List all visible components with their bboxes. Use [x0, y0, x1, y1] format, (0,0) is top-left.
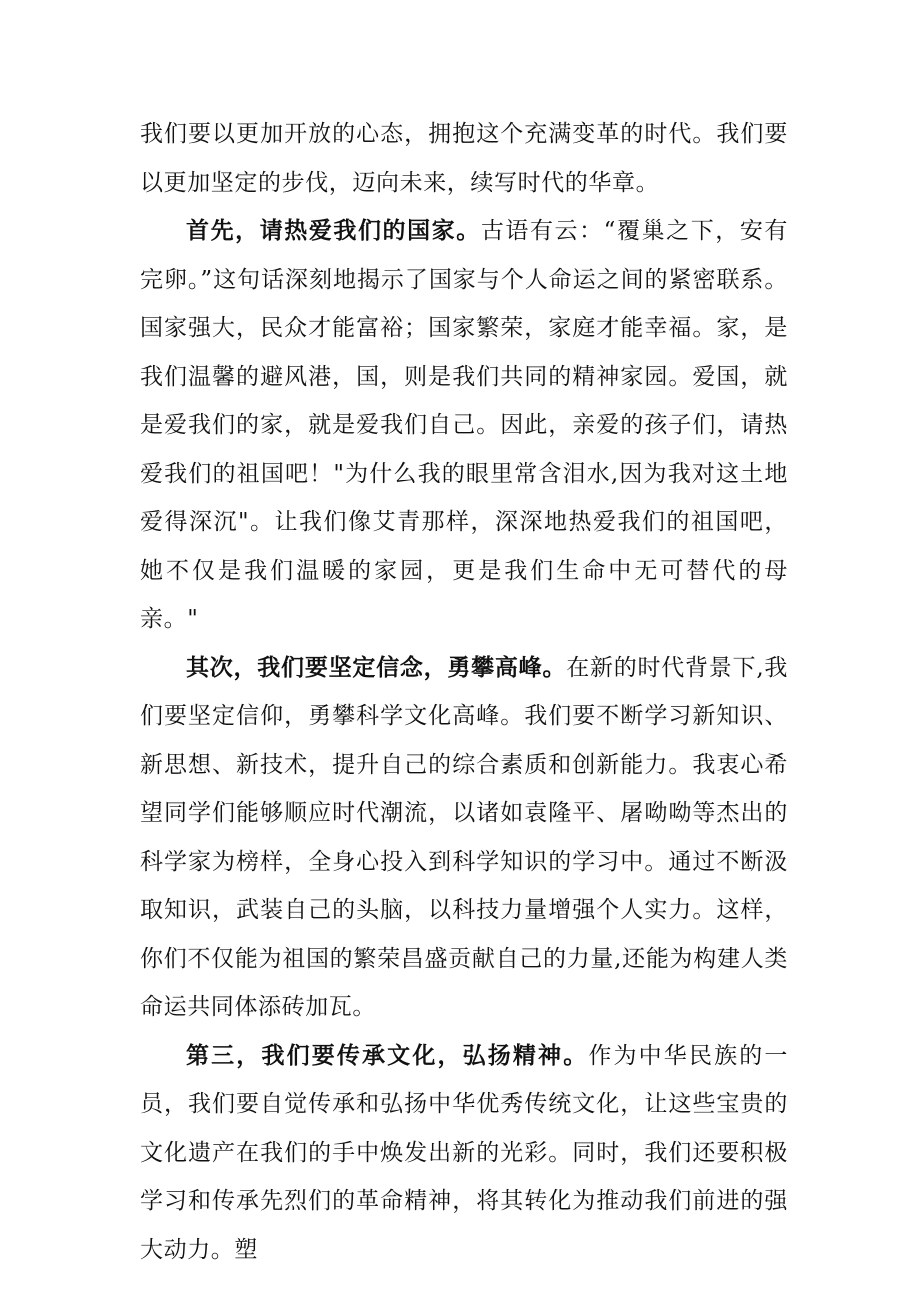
paragraph-culture-heading: 第三，我们要传承文化，弘扬精神。 [186, 1041, 589, 1069]
paragraph-love-country [140, 207, 788, 644]
paragraph-love-country-heading: 首先，请热爱我们的国家。 [186, 217, 481, 244]
paragraph-culture-text: 作为中华民族的一员，我们要自觉传承和弘扬中华优秀传统文化，让这些宝贵的文化遗产在我们的手中焕发出新的光彩。同时，我们还要积极学习和传承先烈们的革命精神，将其转化为推动我们前进的强大动力。塑 [140, 1042, 788, 1263]
paragraph-intro [140, 110, 788, 207]
paragraph-love-country-text: 古语有云：“覆巢之下，安有完卵。”这句话深刻地揭示了国家与个人命运之间的紧密联系。国家强大，民众才能富裕；国家繁荣，家庭才能幸福。家，是我们温馨的避风港，国，则是我们共同的精神家园。爱国，就是爱我们的家，就是爱我们自己。因此，亲爱的孩子们，请热爱我们的祖国吧！"为什么我的眼里常含泪水,因为我对这土地爱得深沉"。让我们像艾青那样，深深地热爱我们的祖国吧，她不仅是我们温暖的家园，更是我们生命中无可替代的母亲。" [140, 218, 789, 632]
paragraph-firm-belief-heading: 其次，我们要坚定信念，勇攀高峰。 [186, 653, 567, 681]
paragraph-firm-belief [140, 644, 788, 1032]
paragraph-culture [140, 1032, 788, 1275]
paragraph-firm-belief-text: 在新的时代背景下,我们要坚定信仰，勇攀科学文化高峰。我们要不断学习新知识、新思想、新技术，提升自己的综合素质和创新能力。我衷心希望同学们能够顺应时代潮流，以诸如袁隆平、屠呦呦等杰出的科学家为榜样，全身心投入到科学知识的学习中。通过不断汲取知识，武装自己的头脑，以科技力量增强个人实力。这样，你们不仅能为祖国的繁荣昌盛贡献自己的力量,还能为构建人类命运共同体添砖加瓦。 [140, 654, 788, 1020]
paragraph-intro-text: 我们要以更加开放的心态，拥抱这个充满变革的时代。我们要以更加坚定的步伐，迈向未来，续写时代的华章。 [140, 121, 788, 196]
document-body [140, 110, 788, 1274]
